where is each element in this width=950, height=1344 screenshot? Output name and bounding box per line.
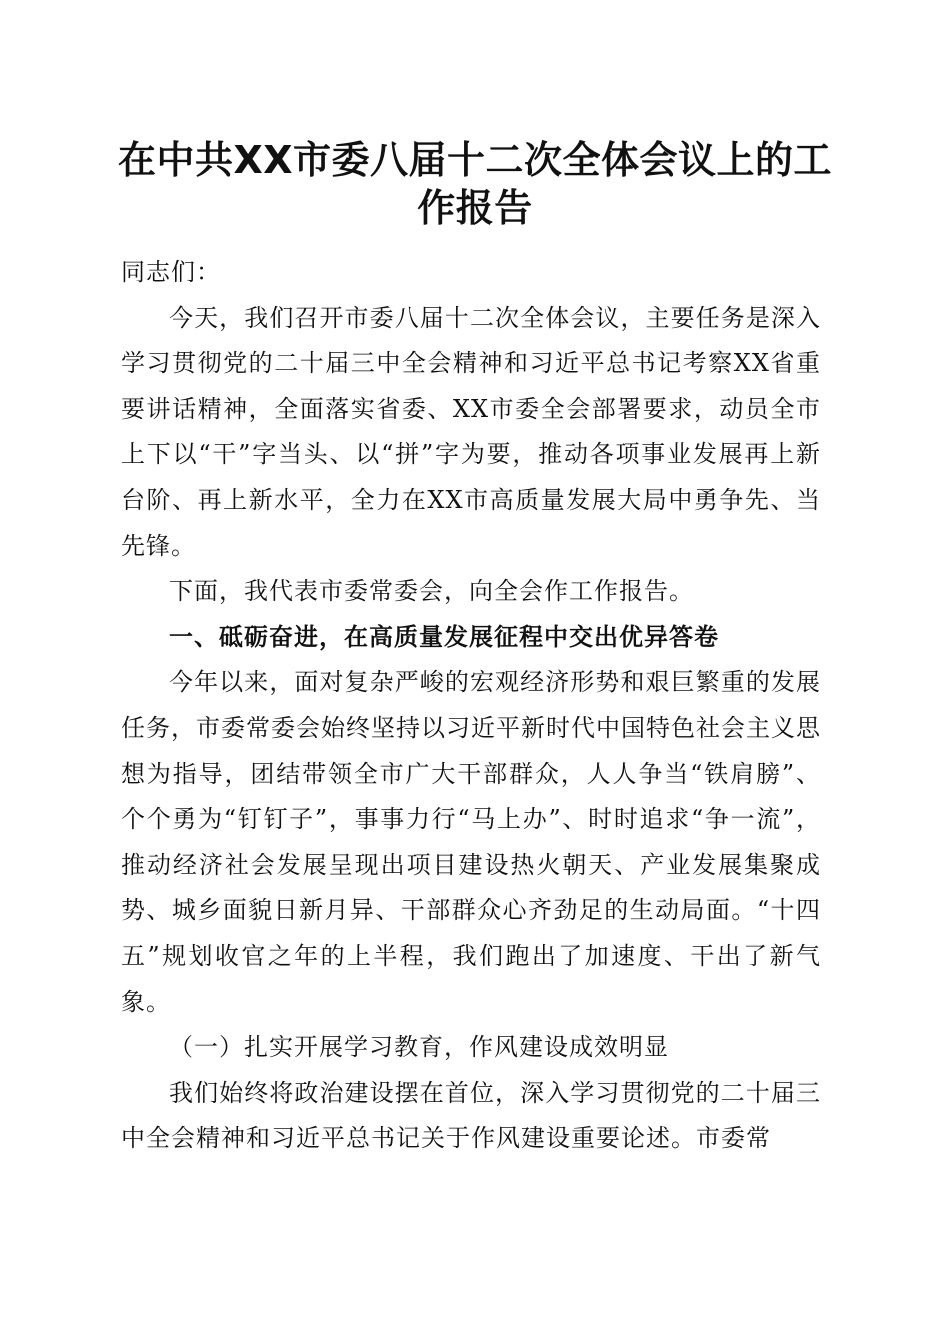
paragraph-opening: 今天，我们召开市委八届十二次全体会议，主要任务是深入学习贯彻党的二十届三中全会精神和习近平总书记考察XX省重要讲话精神，全面落实省委、XX市委全会部署要求，动员全市上下以“干”字当头、以“拼”字为要，推动各项事业发展再上新台阶、再上新水平，全力在XX市高质量发展大局中勇争先、当先锋。 [121,303,821,560]
paragraph-report-intro: 下面，我代表市委常委会，向全会作工作报告。 [169,577,694,606]
salutation: 同志们： [121,258,221,286]
paragraph-subsection-1: 我们始终将政治建设摆在首位，深入学习贯彻党的二十届三中全会精神和习近平总书记关于作风建设重要论述。市委常 [121,1078,821,1153]
paragraph-section-1: 今年以来，面对复杂严峻的宏观经济形势和艰巨繁重的发展任务，市委常委会始终坚持以习近平新时代中国特色社会主义思想为指导，团结带领全市广大干部群众，人人争当“铁肩膀”、个个勇为“钉钉子”，事事力行“马上办”、时时追求“争一流”，推动经济社会发展呈现出项目建设热火朝天、产业发展集聚成势、城乡面貌日新月异、干部群众心齐劲足的生动局面。“十四五”规划收官之年的上半程，我们跑出了加速度、干出了新气象。 [121,668,821,1016]
document-body [121,250,821,1162]
section-heading-1: 一、砥砺奋进，在高质量发展征程中交出优异答卷 [169,622,719,651]
subsection-heading-1: （一）扎实开展学习教育，作风建设成效明显 [169,1033,669,1062]
document-title: 在中共XX市委八届十二次全体会议上的工作报告 [117,138,833,230]
